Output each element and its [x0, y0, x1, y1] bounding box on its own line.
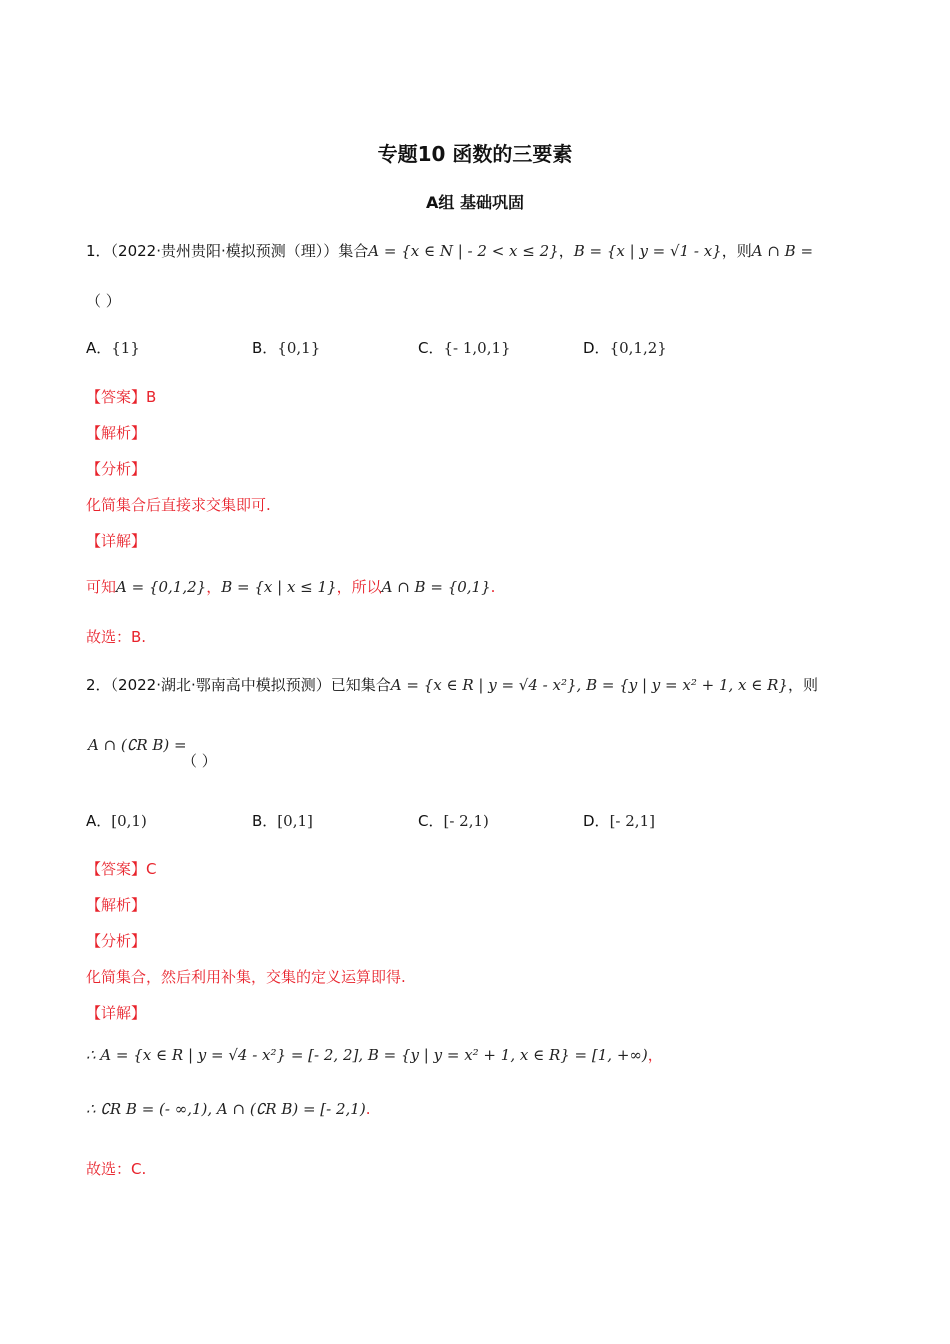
- q2-sets: A = {x ∈ R | y = √4 - x²}, B = {y | y = x² + 1, x ∈ R}: [390, 676, 788, 694]
- q1-option-b[interactable]: B．{0,1}: [252, 339, 321, 357]
- q2-option-b[interactable]: B．[0,1]: [252, 812, 313, 830]
- q1-set-b: B = {x | y = √1 - x}: [573, 242, 722, 260]
- q2-option-d[interactable]: D．[- 2,1]: [583, 812, 655, 830]
- q2-option-c[interactable]: C．[- 2,1): [418, 812, 489, 830]
- q2-choose: 故选：C.: [86, 1160, 147, 1178]
- q2-detail-line1: ∴ A = {x ∈ R | y = √4 - x²} = [- 2, 2], B = {y | y = x² + 1, x ∈ R} = [1, +∞)，: [86, 1046, 663, 1064]
- q1-fenxi-head: 【分析】: [86, 460, 147, 478]
- q1-set-a: A = {x ∈ N | - 2 < x ≤ 2}: [368, 242, 559, 260]
- q2-fenxi: 化简集合，然后利用补集，交集的定义运算即得.: [86, 968, 406, 986]
- q1-expr: A ∩ B =: [751, 242, 814, 260]
- q1-option-d[interactable]: D．{0,1,2}: [583, 339, 667, 357]
- q1-stem: 1．（2022·贵州贵阳·模拟预测（理））集合A = {x ∈ N | - 2 < x ≤ 2}，B = {x | y = √1 - x}，则A ∩ B =: [86, 242, 814, 260]
- q2-analysis-head: 【解析】: [86, 896, 147, 914]
- q2-expr-line: [88, 736, 187, 754]
- q2-stem: 2．（2022·湖北·鄂南高中模拟预测）已知集合A = {x ∈ R | y = √4 - x²}, B = {y | y = x² + 1, x ∈ R}，则: [86, 676, 818, 694]
- q2-detail-line2: ∴ ∁R B = (- ∞,1), A ∩ (∁R B) = [- 2,1).: [86, 1100, 371, 1118]
- q2-answer: 【答案】C: [86, 860, 157, 878]
- q1-option-c[interactable]: C．{- 1,0,1}: [418, 339, 511, 357]
- q2-option-a[interactable]: A．[0,1): [86, 812, 147, 830]
- q1-analysis-head: 【解析】: [86, 424, 147, 442]
- q2-expr: A ∩ (∁R B) =: [88, 736, 187, 754]
- q2-detail-head: 【详解】: [86, 1004, 147, 1022]
- q1-answer: 【答案】B: [86, 388, 157, 406]
- q1-paren: （ ）: [86, 292, 121, 310]
- q1-detail-head: 【详解】: [86, 532, 147, 550]
- q1-detail: 可知A = {0,1,2}，B = {x | x ≤ 1}，所以A ∩ B = {0,1}.: [86, 578, 496, 596]
- page-title: 专题10 函数的三要素: [377, 142, 573, 166]
- q2-paren: （ ）: [182, 752, 217, 770]
- q1-choose: 故选：B.: [86, 628, 147, 646]
- section-subtitle: A组 基础巩固: [426, 193, 524, 212]
- q1-fenxi: 化简集合后直接求交集即可.: [86, 496, 271, 514]
- q2-fenxi-head: 【分析】: [86, 932, 147, 950]
- q1-option-a[interactable]: A．{1}: [86, 339, 140, 357]
